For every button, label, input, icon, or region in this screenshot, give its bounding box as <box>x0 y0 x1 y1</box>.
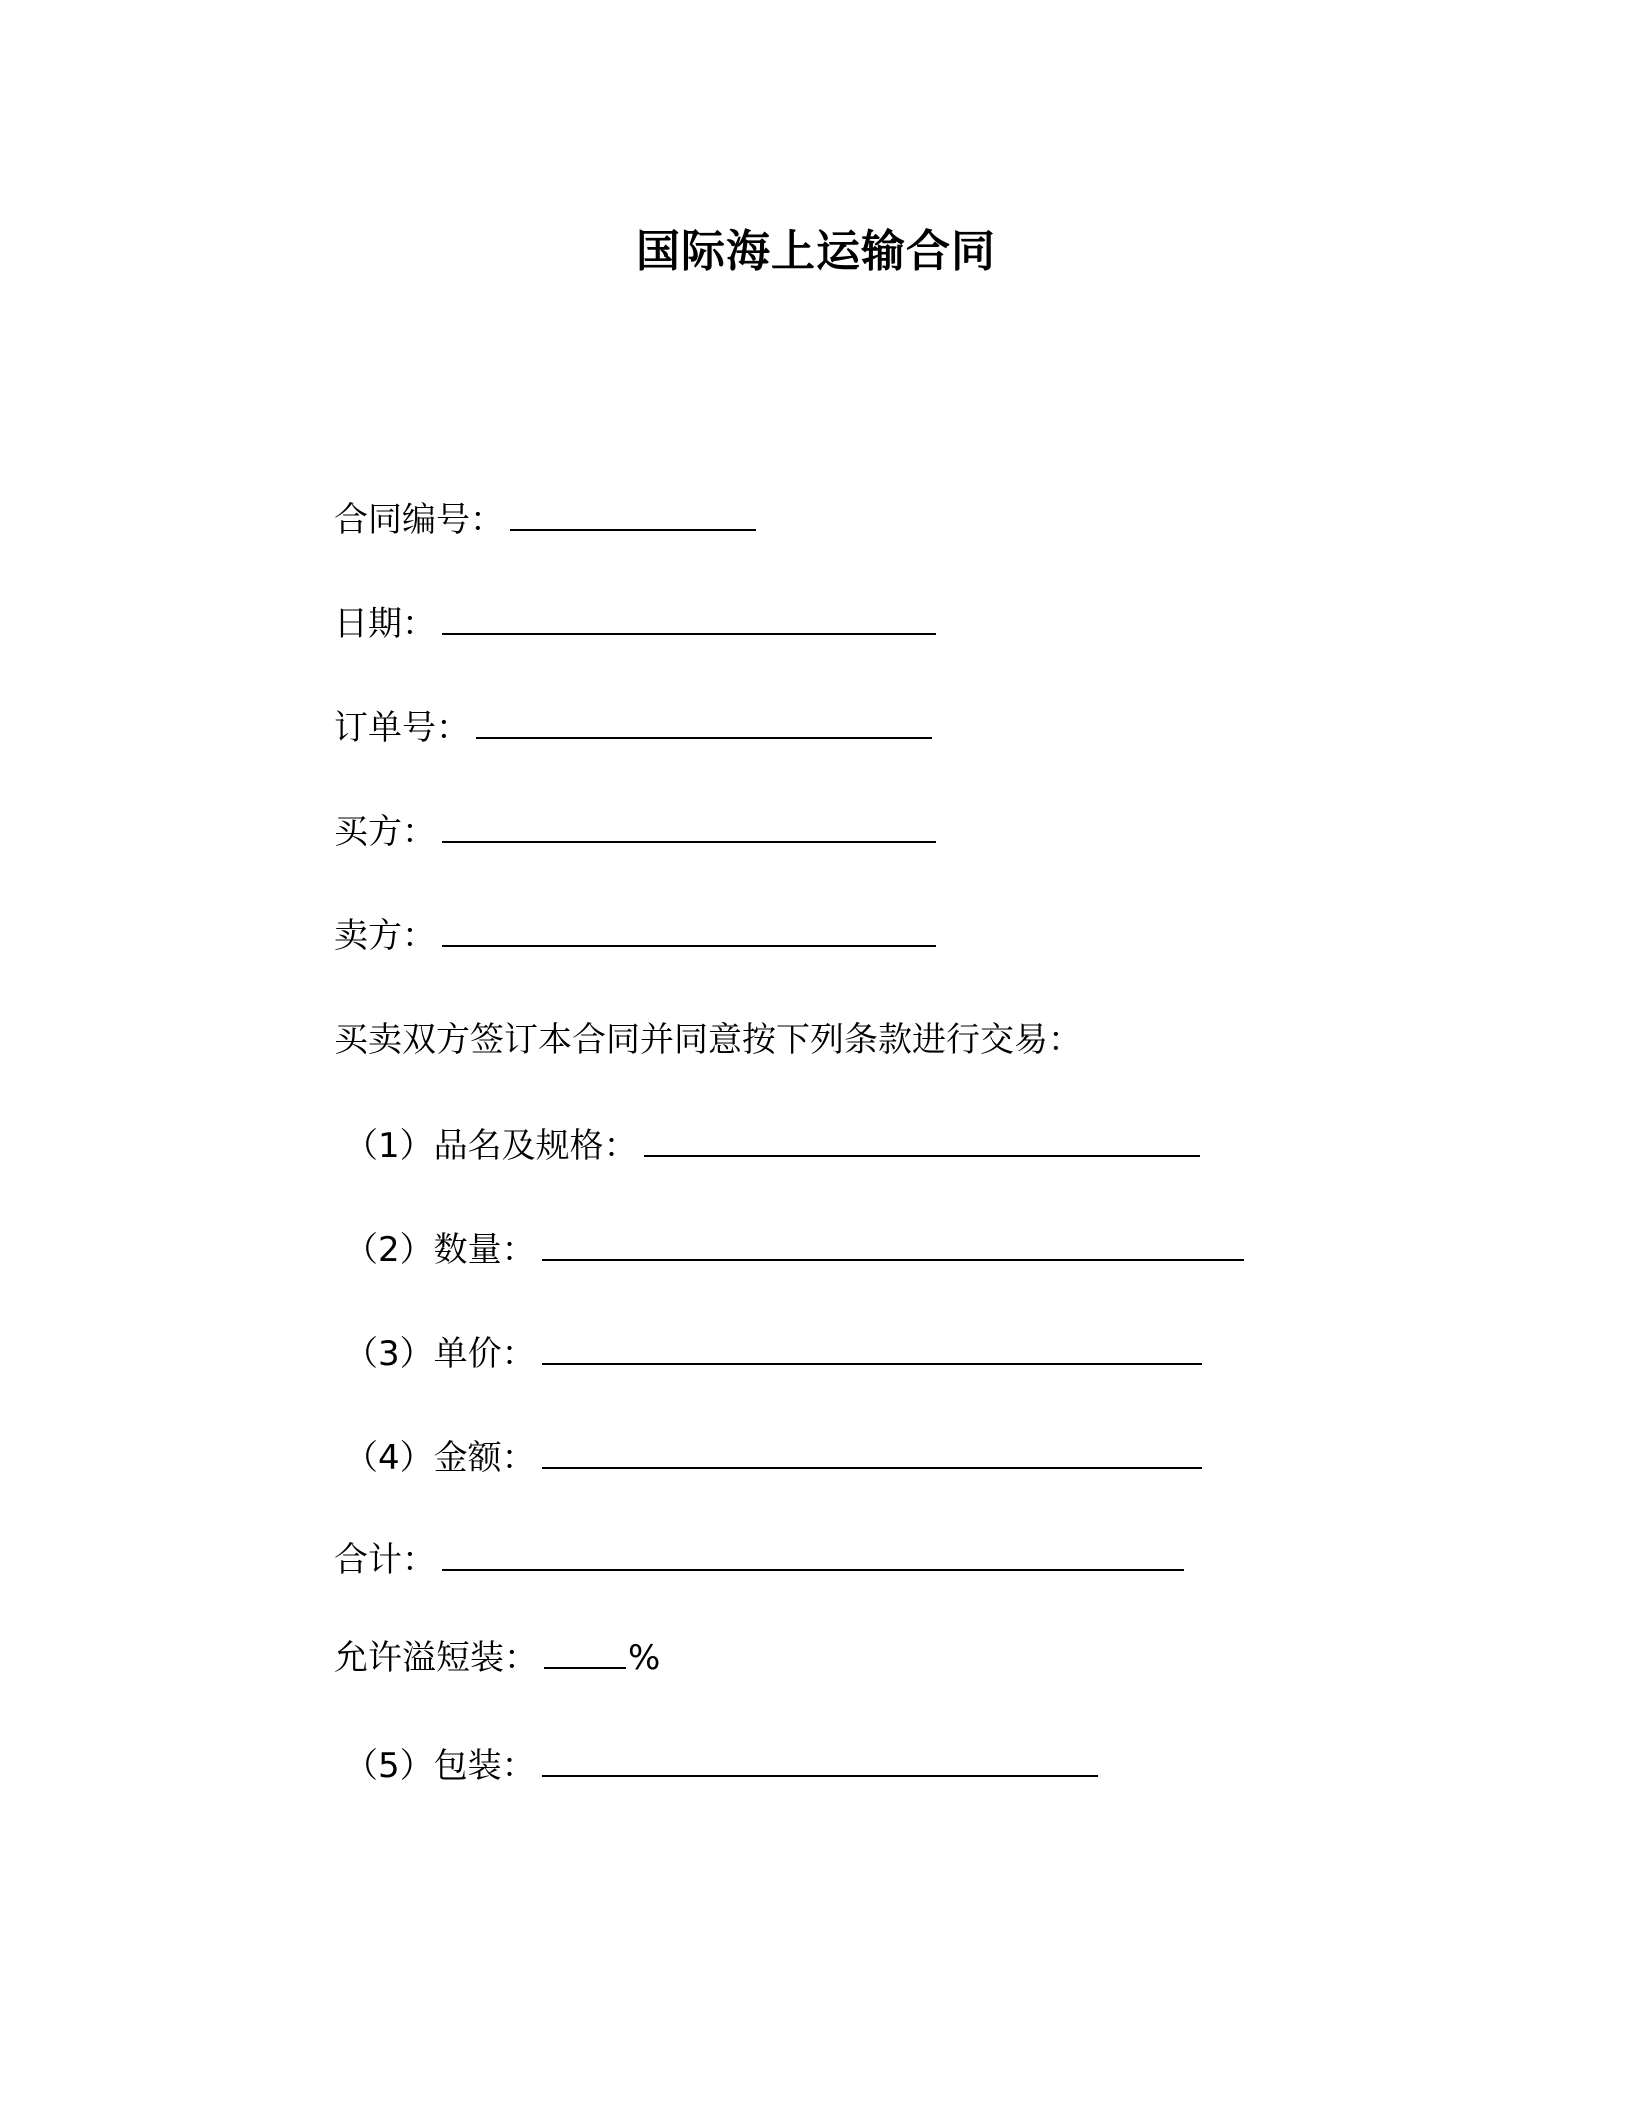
tolerance-field <box>334 1634 660 1682</box>
clause-unit-price-blank[interactable] <box>542 1333 1202 1365</box>
date-label: 日期： <box>334 604 436 644</box>
seller-label: 卖方： <box>334 916 436 956</box>
clause-item-name <box>344 1122 1200 1170</box>
clause-packing-blank[interactable] <box>542 1745 1098 1777</box>
date-field <box>334 600 936 648</box>
tolerance-blank[interactable] <box>544 1637 626 1669</box>
clause-packing-label: （5）包装： <box>344 1746 536 1786</box>
contract-number-label: 合同编号： <box>334 500 504 540</box>
contract-number-blank[interactable] <box>510 499 756 531</box>
clause-amount <box>344 1434 1202 1482</box>
total-field <box>334 1536 1184 1584</box>
order-number-label: 订单号： <box>334 708 470 748</box>
clause-unit-price <box>344 1330 1202 1378</box>
seller-blank[interactable] <box>442 915 936 947</box>
document-title: 国际海上运输合同 <box>636 226 996 277</box>
clause-amount-label: （4）金额： <box>344 1438 536 1478</box>
seller-field <box>334 912 936 960</box>
clause-amount-blank[interactable] <box>542 1437 1202 1469</box>
total-blank[interactable] <box>442 1539 1184 1571</box>
clause-item-name-label: （1）品名及规格： <box>344 1126 638 1166</box>
buyer-field <box>334 808 936 856</box>
clause-quantity <box>344 1226 1244 1274</box>
intro-text: 买卖双方签订本合同并同意按下列条款进行交易： <box>334 1020 1082 1060</box>
order-number-blank[interactable] <box>476 707 932 739</box>
total-label: 合计： <box>334 1540 436 1580</box>
tolerance-label: 允许溢短装： <box>334 1638 538 1678</box>
clause-unit-price-label: （3）单价： <box>344 1334 536 1374</box>
clause-quantity-label: （2）数量： <box>344 1230 536 1270</box>
clause-quantity-blank[interactable] <box>542 1229 1244 1261</box>
order-number-field <box>334 704 932 752</box>
clause-item-name-blank[interactable] <box>644 1125 1200 1157</box>
tolerance-percent-sign: % <box>628 1638 661 1678</box>
date-blank[interactable] <box>442 603 936 635</box>
clause-packing <box>344 1742 1098 1790</box>
buyer-blank[interactable] <box>442 811 936 843</box>
contract-number-field <box>334 496 756 544</box>
buyer-label: 买方： <box>334 812 436 852</box>
